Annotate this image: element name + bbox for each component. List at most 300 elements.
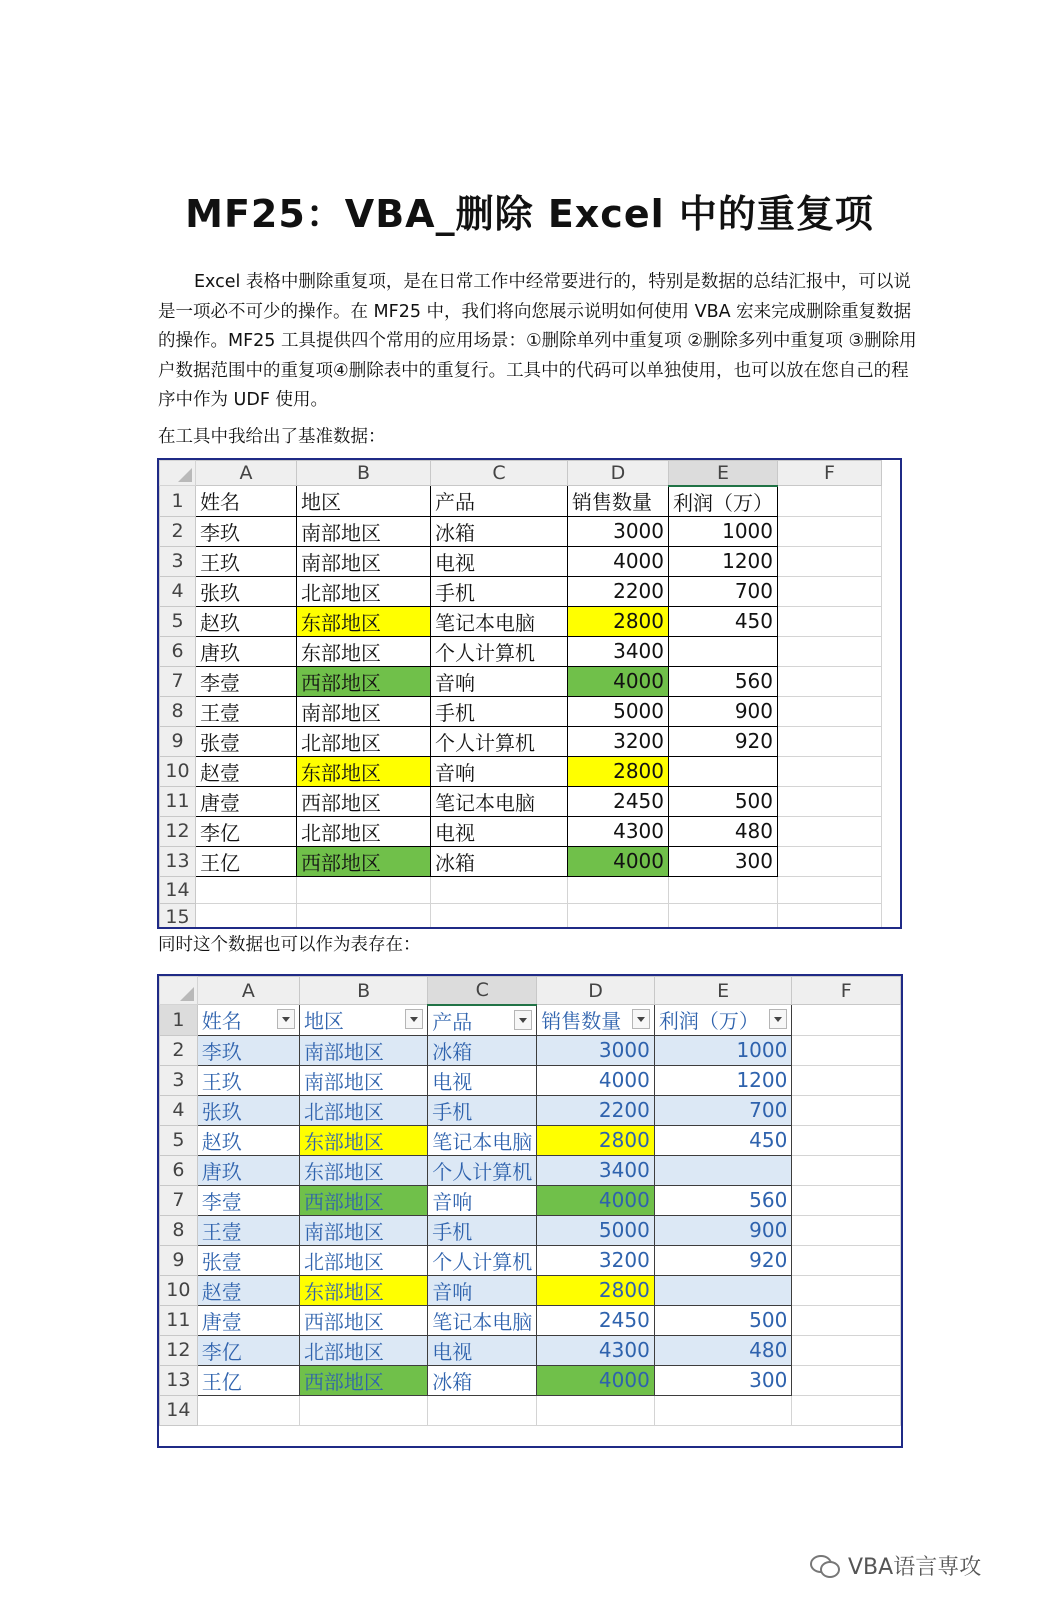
row-number[interactable]: 4 [160, 1095, 198, 1125]
cell-name[interactable] [197, 1365, 299, 1395]
empty-cell[interactable] [792, 1215, 901, 1245]
cell-text: 南部地区 [301, 700, 381, 725]
cell-profit[interactable] [654, 1065, 792, 1095]
empty-cell[interactable] [431, 876, 568, 903]
cell-profit[interactable] [654, 1215, 792, 1245]
cell-name[interactable] [196, 756, 297, 786]
row-number[interactable]: 4 [160, 576, 196, 606]
cell-text: 2450 [613, 789, 664, 813]
cell-text: 5000 [598, 1218, 650, 1242]
cell-sales-qty[interactable] [568, 756, 669, 786]
cell-name[interactable] [197, 1035, 299, 1065]
cell-product[interactable] [431, 786, 568, 816]
table-row [160, 636, 882, 666]
cell-text: 300 [749, 1368, 788, 1392]
cell-profit[interactable] [654, 1245, 792, 1275]
cell-product[interactable] [431, 636, 568, 666]
cell-product[interactable] [428, 1215, 537, 1245]
empty-cell[interactable] [778, 816, 882, 846]
cell-sales-qty[interactable] [537, 1215, 655, 1245]
cell-name[interactable] [196, 576, 297, 606]
cell-text: 1200 [722, 549, 773, 573]
cell-region[interactable] [299, 1065, 427, 1095]
empty-cell[interactable] [792, 1305, 901, 1335]
cell-name[interactable] [196, 726, 297, 756]
empty-cell[interactable] [778, 606, 882, 636]
page-title: MF25：VBA_删除 Excel 中的重复项 [185, 192, 874, 236]
empty-cell[interactable] [568, 903, 669, 929]
table-row [160, 486, 882, 517]
cell-product[interactable] [431, 666, 568, 696]
table-row [160, 816, 882, 846]
cell-region[interactable] [299, 1245, 427, 1275]
cell-text: 西部地区 [303, 1369, 384, 1394]
table-row [160, 1305, 901, 1335]
cell-region[interactable] [299, 1275, 427, 1305]
cell-text: 东部地区 [303, 1129, 384, 1154]
cell-region[interactable] [299, 1125, 427, 1155]
cell-name[interactable] [197, 1095, 299, 1125]
cell-sales-qty[interactable] [568, 666, 669, 696]
cell-sales-qty[interactable] [537, 1305, 655, 1335]
table-row [160, 756, 882, 786]
cell-text: 王壹 [201, 1219, 242, 1244]
empty-cell[interactable] [792, 1185, 901, 1215]
empty-cell[interactable] [792, 1125, 901, 1155]
cell-region[interactable] [297, 636, 431, 666]
column-header-b[interactable]: B [299, 977, 427, 1005]
cell-text: 920 [734, 729, 773, 753]
cell-text: 900 [749, 1218, 788, 1242]
cell-product[interactable] [431, 606, 568, 636]
cell-product[interactable] [431, 846, 568, 876]
row-number[interactable]: 8 [160, 696, 196, 726]
filter-dropdown-button[interactable] [277, 1009, 295, 1029]
cell-profit[interactable] [669, 786, 778, 816]
cell-name[interactable] [196, 816, 297, 846]
cell-profit[interactable] [669, 636, 778, 666]
cell-text: 唐壹 [201, 1309, 242, 1334]
empty-cell[interactable] [197, 1395, 299, 1425]
cell-region[interactable] [299, 1305, 427, 1335]
cell-text: 5000 [613, 699, 664, 723]
cell-name[interactable] [197, 1185, 299, 1215]
cell-profit[interactable] [654, 1095, 792, 1125]
cell-name[interactable] [197, 1245, 299, 1275]
cell-text: 南部地区 [301, 520, 381, 545]
filter-dropdown-button[interactable] [514, 1010, 532, 1030]
cell-region[interactable] [299, 1335, 427, 1365]
select-all-corner[interactable] [160, 977, 198, 1005]
row-number[interactable]: 5 [160, 606, 196, 636]
empty-cell[interactable] [792, 1155, 901, 1185]
empty-cell[interactable] [297, 876, 431, 903]
cell-name[interactable] [197, 1215, 299, 1245]
cell-text: 2800 [598, 1278, 650, 1302]
header-cell-name[interactable] [196, 486, 297, 517]
empty-cell[interactable] [778, 666, 882, 696]
cell-name[interactable] [196, 546, 297, 576]
cell-sales-qty[interactable] [537, 1185, 655, 1215]
cell-profit[interactable] [669, 576, 778, 606]
cell-sales-qty[interactable] [537, 1035, 655, 1065]
empty-cell[interactable] [792, 1275, 901, 1305]
cell-text: 4000 [598, 1188, 650, 1212]
cell-product[interactable] [428, 1095, 537, 1125]
filter-dropdown-button[interactable] [769, 1009, 787, 1029]
cell-region[interactable] [297, 726, 431, 756]
cell-text: 赵玖 [201, 1129, 242, 1154]
cell-text: 南部地区 [301, 550, 381, 575]
cell-name[interactable] [196, 606, 297, 636]
row-number[interactable]: 3 [160, 1065, 198, 1095]
table-row [160, 1005, 901, 1036]
header-cell-product[interactable] [428, 1005, 537, 1036]
cell-region[interactable] [297, 546, 431, 576]
cell-text: 赵玖 [200, 610, 240, 635]
cell-profit[interactable] [654, 1365, 792, 1395]
row-number[interactable]: 7 [160, 666, 196, 696]
empty-cell[interactable] [792, 1245, 901, 1275]
cell-sales-qty[interactable] [537, 1095, 655, 1125]
worksheet-grid [159, 460, 882, 929]
empty-cell[interactable] [654, 1395, 792, 1425]
spreadsheet-screenshot-plain [157, 458, 902, 929]
table-row [160, 1125, 901, 1155]
empty-cell[interactable] [792, 1005, 901, 1036]
cell-text: 李玖 [201, 1039, 242, 1064]
column-header-c[interactable]: C [428, 977, 537, 1005]
empty-cell[interactable] [778, 546, 882, 576]
column-header-f[interactable]: F [778, 461, 882, 486]
cell-sales-qty[interactable] [537, 1155, 655, 1185]
cell-text: 李亿 [201, 1339, 242, 1364]
cell-region[interactable] [297, 786, 431, 816]
row-number[interactable]: 11 [160, 786, 196, 816]
table-row [160, 1095, 901, 1125]
empty-cell[interactable] [778, 756, 882, 786]
cell-product[interactable] [431, 546, 568, 576]
cell-product[interactable] [431, 576, 568, 606]
cell-profit[interactable] [669, 516, 778, 546]
cell-product[interactable] [428, 1275, 537, 1305]
empty-cell[interactable] [778, 636, 882, 666]
cell-product[interactable] [431, 516, 568, 546]
cell-profit[interactable] [669, 846, 778, 876]
empty-cell[interactable] [792, 1035, 901, 1065]
row-number[interactable]: 13 [160, 1365, 198, 1395]
cell-region[interactable] [297, 696, 431, 726]
cell-name[interactable] [196, 696, 297, 726]
empty-cell[interactable] [778, 786, 882, 816]
filter-dropdown-button[interactable] [632, 1009, 650, 1029]
empty-cell[interactable] [299, 1395, 427, 1425]
empty-cell[interactable] [669, 903, 778, 929]
header-cell-product[interactable] [431, 486, 568, 517]
cell-profit[interactable] [669, 696, 778, 726]
row-number[interactable]: 12 [160, 816, 196, 846]
cell-text: 700 [749, 1098, 788, 1122]
cell-text: 东部地区 [303, 1279, 384, 1304]
cell-text: 笔记本电脑 [432, 1129, 533, 1154]
row-number[interactable]: 15 [160, 903, 196, 929]
row-number[interactable]: 12 [160, 1335, 198, 1365]
cell-product[interactable] [428, 1065, 537, 1095]
cell-text: 北部地区 [303, 1099, 384, 1124]
cell-profit[interactable] [654, 1155, 792, 1185]
cell-name[interactable] [197, 1305, 299, 1335]
row-number[interactable]: 8 [160, 1215, 198, 1245]
header-cell-profit[interactable] [654, 1005, 792, 1036]
row-number[interactable]: 14 [160, 1395, 198, 1425]
cell-product[interactable] [428, 1365, 537, 1395]
row-number[interactable]: 14 [160, 876, 196, 903]
empty-cell[interactable] [778, 726, 882, 756]
cell-profit[interactable] [669, 726, 778, 756]
cell-region[interactable] [299, 1095, 427, 1125]
header-cell-region[interactable] [299, 1005, 427, 1036]
empty-cell[interactable] [792, 1395, 901, 1425]
cell-sales-qty[interactable] [537, 1125, 655, 1155]
cell-profit[interactable] [669, 546, 778, 576]
row-number[interactable]: 11 [160, 1305, 198, 1335]
cell-text: 3200 [613, 729, 664, 753]
cell-text: 560 [749, 1188, 788, 1212]
cell-text: 2200 [598, 1098, 650, 1122]
row-number[interactable]: 1 [160, 486, 196, 517]
caption-table-data: 同时这个数据也可以作为表存在： [158, 935, 421, 955]
cell-text: 西部地区 [303, 1189, 384, 1214]
cell-text: 个人计算机 [432, 1249, 533, 1274]
cell-sales-qty[interactable] [568, 696, 669, 726]
cell-product[interactable] [431, 756, 568, 786]
cell-sales-qty[interactable] [568, 576, 669, 606]
cell-region[interactable] [297, 846, 431, 876]
column-header-c[interactable]: C [431, 461, 568, 486]
cell-region[interactable] [297, 666, 431, 696]
cell-text: 李壹 [200, 670, 240, 695]
empty-cell[interactable] [778, 903, 882, 929]
cell-sales-qty[interactable] [568, 606, 669, 636]
cell-region[interactable] [299, 1215, 427, 1245]
row-number[interactable]: 7 [160, 1185, 198, 1215]
cell-text: 南部地区 [303, 1069, 384, 1094]
cell-text: 南部地区 [303, 1219, 384, 1244]
cell-name[interactable] [197, 1335, 299, 1365]
empty-cell[interactable] [792, 1335, 901, 1365]
empty-cell[interactable] [196, 876, 297, 903]
row-number[interactable]: 10 [160, 756, 196, 786]
cell-name[interactable] [197, 1155, 299, 1185]
cell-region[interactable] [297, 516, 431, 546]
cell-profit[interactable] [654, 1305, 792, 1335]
empty-cell[interactable] [778, 516, 882, 546]
cell-text: 产品 [435, 490, 475, 515]
column-header-d[interactable]: D [537, 977, 655, 1005]
cell-sales-qty[interactable] [537, 1365, 655, 1395]
cell-text: 4000 [598, 1068, 650, 1092]
row-number[interactable]: 6 [160, 636, 196, 666]
cell-sales-qty[interactable] [568, 816, 669, 846]
cell-product[interactable] [428, 1155, 537, 1185]
row-number[interactable]: 1 [160, 1005, 198, 1036]
empty-cell[interactable] [196, 903, 297, 929]
column-header-b[interactable]: B [297, 461, 431, 486]
cell-name[interactable] [197, 1275, 299, 1305]
empty-cell[interactable] [792, 1065, 901, 1095]
cell-text: 3000 [613, 519, 664, 543]
cell-sales-qty[interactable] [537, 1335, 655, 1365]
empty-cell[interactable] [792, 1365, 901, 1395]
cell-region[interactable] [297, 576, 431, 606]
wechat-icon [810, 1555, 840, 1577]
row-number[interactable]: 5 [160, 1125, 198, 1155]
cell-text: 2450 [598, 1308, 650, 1332]
cell-profit[interactable] [654, 1335, 792, 1365]
cell-region[interactable] [299, 1365, 427, 1395]
cell-text: 东部地区 [301, 760, 381, 785]
row-number[interactable]: 10 [160, 1275, 198, 1305]
cell-product[interactable] [431, 816, 568, 846]
row-number[interactable]: 9 [160, 726, 196, 756]
cell-name[interactable] [196, 846, 297, 876]
cell-sales-qty[interactable] [568, 726, 669, 756]
cell-product[interactable] [428, 1035, 537, 1065]
row-number[interactable]: 3 [160, 546, 196, 576]
cell-text: 产品 [432, 1009, 473, 1034]
column-header-d[interactable]: D [568, 461, 669, 486]
empty-cell[interactable] [778, 846, 882, 876]
cell-profit[interactable] [654, 1185, 792, 1215]
row-number[interactable]: 2 [160, 516, 196, 546]
cell-text: 480 [749, 1338, 788, 1362]
cell-text: 冰箱 [432, 1369, 473, 1394]
cell-text: 500 [734, 789, 773, 813]
empty-cell[interactable] [778, 486, 882, 517]
cell-sales-qty[interactable] [568, 786, 669, 816]
watermark [810, 1550, 981, 1581]
cell-text: 利润（万） [673, 490, 773, 515]
cell-region[interactable] [299, 1185, 427, 1215]
cell-sales-qty[interactable] [568, 516, 669, 546]
row-number[interactable]: 9 [160, 1245, 198, 1275]
cell-sales-qty[interactable] [537, 1275, 655, 1305]
table-row [160, 1155, 901, 1185]
cell-text: 笔记本电脑 [435, 610, 535, 635]
header-cell-region[interactable] [297, 486, 431, 517]
empty-cell[interactable] [431, 903, 568, 929]
header-cell-sales-qty[interactable] [537, 1005, 655, 1036]
cell-sales-qty[interactable] [568, 636, 669, 666]
cell-text: 电视 [435, 820, 475, 845]
cell-text: 手机 [432, 1099, 473, 1124]
spreadsheet-screenshot-table [157, 974, 903, 1448]
cell-profit[interactable] [669, 606, 778, 636]
cell-product[interactable] [428, 1185, 537, 1215]
cell-region[interactable] [299, 1035, 427, 1065]
cell-text: 北部地区 [301, 730, 381, 755]
cell-name[interactable] [196, 516, 297, 546]
cell-name[interactable] [196, 786, 297, 816]
cell-product[interactable] [431, 696, 568, 726]
header-cell-profit[interactable] [669, 486, 778, 517]
column-header-e[interactable]: E [654, 977, 792, 1005]
header-cell-name[interactable] [197, 1005, 299, 1036]
row-number[interactable]: 6 [160, 1155, 198, 1185]
cell-region[interactable] [297, 756, 431, 786]
cell-text: 电视 [432, 1069, 473, 1094]
cell-name[interactable] [196, 666, 297, 696]
cell-product[interactable] [428, 1305, 537, 1335]
empty-cell[interactable] [428, 1395, 537, 1425]
row-number[interactable]: 13 [160, 846, 196, 876]
cell-name[interactable] [197, 1125, 299, 1155]
cell-text: 音响 [432, 1189, 473, 1214]
cell-region[interactable] [299, 1155, 427, 1185]
cell-profit[interactable] [669, 666, 778, 696]
filter-dropdown-button[interactable] [405, 1009, 423, 1029]
column-header-f[interactable]: F [792, 977, 901, 1005]
cell-region[interactable] [297, 606, 431, 636]
empty-cell[interactable] [778, 876, 882, 903]
cell-text: 利润（万） [658, 1009, 759, 1034]
table-row [160, 1395, 901, 1425]
cell-text: 唐玖 [201, 1159, 242, 1184]
cell-name[interactable] [197, 1065, 299, 1095]
cell-profit[interactable] [669, 756, 778, 786]
select-all-corner[interactable] [160, 461, 196, 486]
column-header-e[interactable]: E [669, 461, 778, 486]
cell-name[interactable] [196, 636, 297, 666]
cell-text: 笔记本电脑 [432, 1309, 533, 1334]
cell-text: 张壹 [201, 1249, 242, 1274]
empty-cell[interactable] [568, 876, 669, 903]
cell-sales-qty[interactable] [568, 546, 669, 576]
cell-product[interactable] [428, 1125, 537, 1155]
header-cell-sales-qty[interactable] [568, 486, 669, 517]
empty-cell[interactable] [669, 876, 778, 903]
cell-text: 920 [749, 1248, 788, 1272]
cell-product[interactable] [428, 1245, 537, 1275]
cell-profit[interactable] [654, 1275, 792, 1305]
cell-profit[interactable] [654, 1035, 792, 1065]
table-row [160, 1275, 901, 1305]
cell-profit[interactable] [654, 1125, 792, 1155]
cell-sales-qty[interactable] [537, 1065, 655, 1095]
cell-sales-qty[interactable] [537, 1245, 655, 1275]
cell-profit[interactable] [669, 816, 778, 846]
cell-product[interactable] [431, 726, 568, 756]
cell-sales-qty[interactable] [568, 846, 669, 876]
empty-cell[interactable] [778, 696, 882, 726]
empty-cell[interactable] [792, 1095, 901, 1125]
empty-cell[interactable] [297, 903, 431, 929]
cell-product[interactable] [428, 1335, 537, 1365]
table-row [160, 666, 882, 696]
row-number[interactable]: 2 [160, 1035, 198, 1065]
table-row [160, 516, 882, 546]
cell-text: 西部地区 [301, 670, 381, 695]
empty-cell[interactable] [778, 576, 882, 606]
empty-cell[interactable] [537, 1395, 655, 1425]
column-header-a[interactable]: A [197, 977, 299, 1005]
cell-text: 地区 [303, 1009, 344, 1034]
cell-region[interactable] [297, 816, 431, 846]
cell-text: 赵壹 [201, 1279, 242, 1304]
cell-text: 个人计算机 [432, 1159, 533, 1184]
table-row [160, 1215, 901, 1245]
column-header-a[interactable]: A [196, 461, 297, 486]
